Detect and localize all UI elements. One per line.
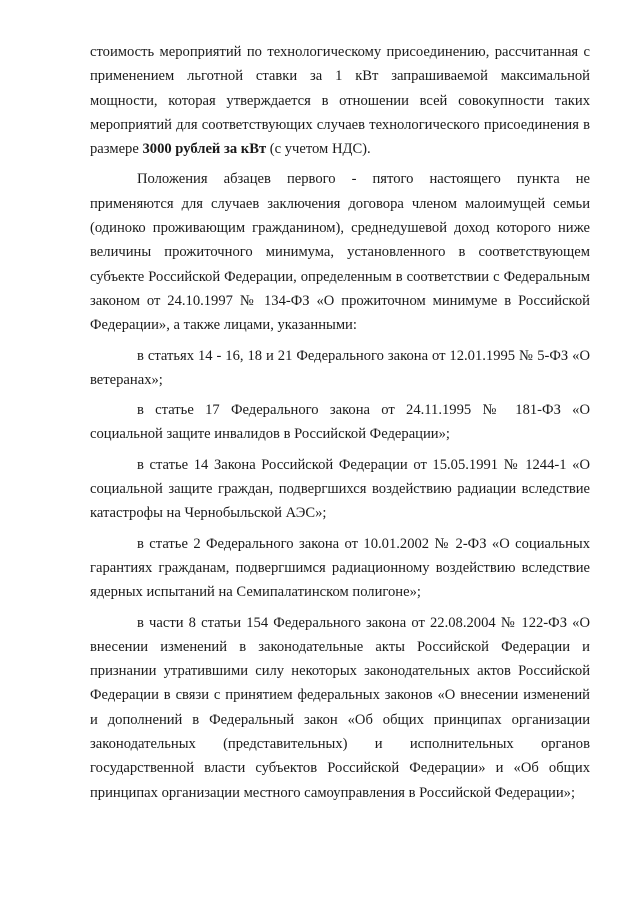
paragraph-tariff bbox=[90, 40, 590, 161]
tariff-text: стоимость мероприятий по технологическому присоединению, рассчитанная с применением льготной ставки за 1 кВт запрашиваемой максимальной мощности, которая утверждается в отношении всей совокупности таких мероприятий для соответствующих случаев технологического присоединения в размере bbox=[90, 44, 590, 158]
paragraph-chernobyl-law: в статье 14 Закона Российской Федерации от 15.05.1991 № 1244-1 «О социальной защите граждан, подвергшихся воздействию радиации вследствие катастрофы на Чернобыльской АЭС»; bbox=[90, 456, 590, 522]
tariff-vat-note: (с учетом НДС). bbox=[266, 141, 371, 158]
tariff-amount: 3000 рублей за кВт bbox=[142, 141, 267, 158]
paragraph-law-122: в части 8 статьи 154 Федерального закона от 22.08.2004 № 122-ФЗ «О внесении изменений в законодательные акты Российской Федерации и признании утратившими силу некоторых законодательных актов Российской Федерации в связи с принятием федеральных законов «О внесении изменений и дополнений в Федеральный закон «Об общих принципах организации законодательных (представительных) и исполнительных органов государственной власти субъектов Российской Федерации» и «Об общих принципах организации местного самоуправления в Российской Федерации»; bbox=[90, 614, 590, 801]
paragraph-semipalatinsk-law: в статье 2 Федерального закона от 10.01.2002 № 2-ФЗ «О социальных гарантиях гражданам, подвергшимся радиационному воздействию вследствие ядерных испытаний на Семипалатинском полигоне»; bbox=[90, 535, 590, 601]
paragraph-veterans-law: в статьях 14 - 16, 18 и 21 Федерального закона от 12.01.1995 № 5-ФЗ «О ветеранах»; bbox=[90, 347, 590, 388]
paragraph-exceptions: Положения абзацев первого - пятого настоящего пункта не применяются для случаев заключения договора членом малоимущей семьи (одиноко проживающим гражданином), среднедушевой доход которого ниже величины прожиточного минимума, установленного в соответствующем субъекте Российской Федерации, определенным в соответствии с Федеральным законом от 24.10.1997 № 134-ФЗ «О прожиточном минимуме в Российской Федерации», а также лицами, указанными: bbox=[90, 171, 590, 334]
paragraph-disabled-protection-law: в статье 17 Федерального закона от 24.11.1995 № 181-ФЗ «О социальной защите инвалидов в Российской Федерации»; bbox=[90, 402, 590, 443]
